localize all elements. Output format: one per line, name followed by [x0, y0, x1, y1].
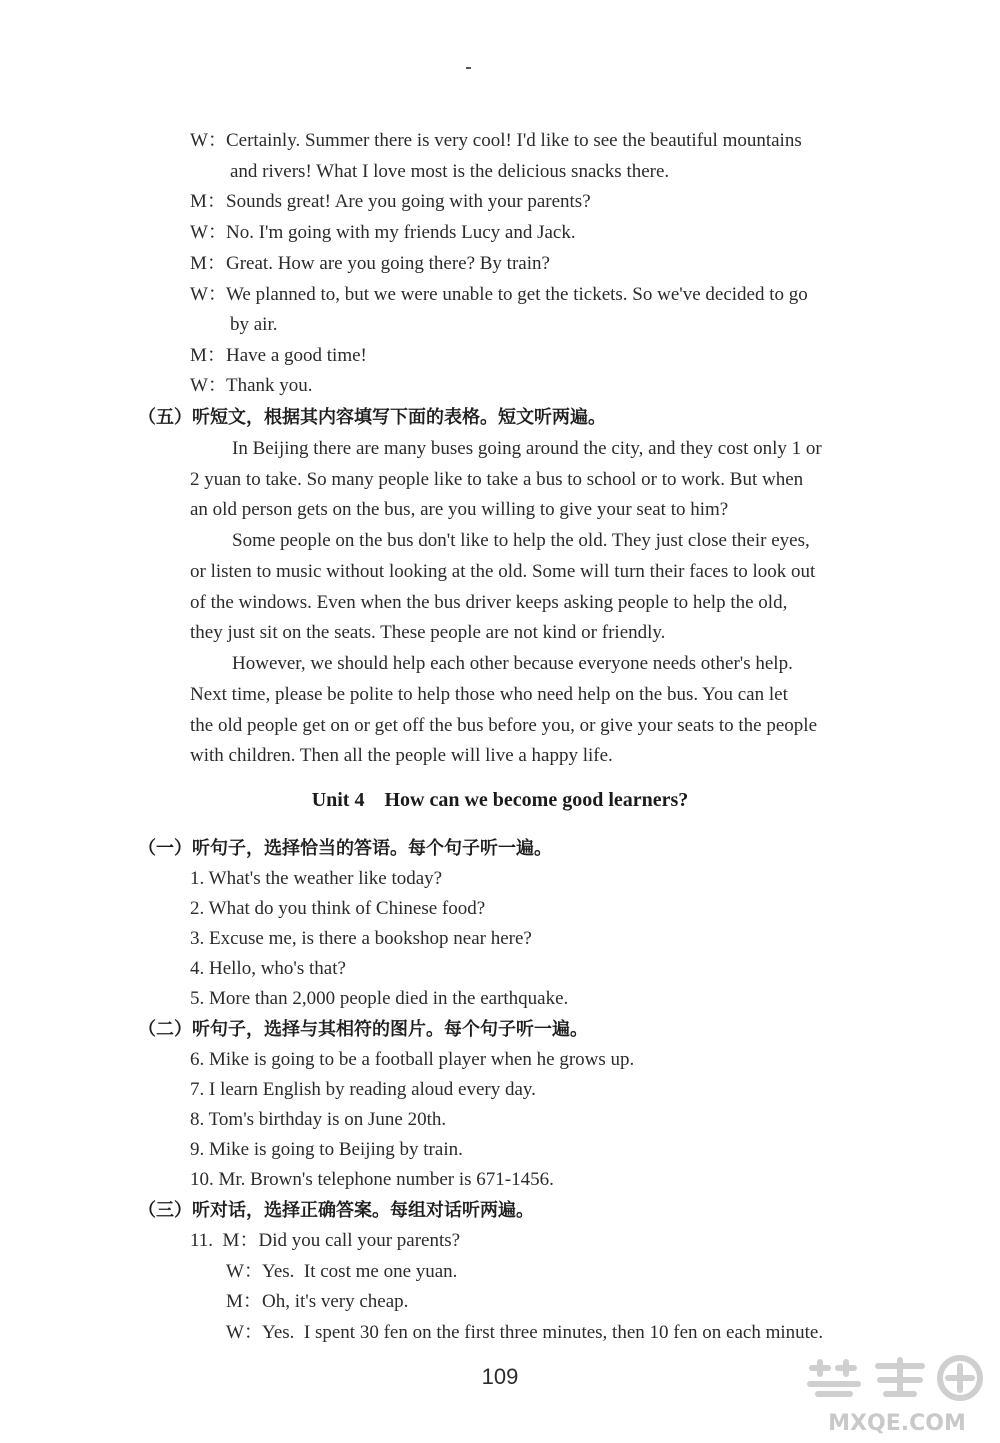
section-heading: （一）听句子，选择恰当的答语。每个句子听一遍。: [138, 838, 552, 859]
dialogue-line: by air.: [230, 314, 278, 335]
question-item: 5. More than 2,000 people died in the earthquake.: [190, 988, 569, 1009]
dialogue-line: W：Thank you.: [190, 375, 313, 396]
section-heading: （三）听对话，选择正确答案。每组对话听两遍。: [138, 1200, 534, 1221]
dialogue-line: W：We planned to, but we were unable to get the tickets. So we've decided to go: [190, 284, 808, 305]
question-item: 4. Hello, who's that?: [190, 958, 346, 979]
dialogue-line: M：Oh, it's very cheap.: [226, 1291, 409, 1312]
passage-line: they just sit on the seats. These people are not kind or friendly.: [190, 622, 666, 643]
watermark-url: MXQE.COM: [828, 1411, 966, 1436]
passage-line: the old people get on or get off the bus before you, or give your seats to the people: [190, 715, 818, 736]
page-mark: [466, 67, 471, 69]
section-heading: （五）听短文，根据其内容填写下面的表格。短文听两遍。: [138, 407, 606, 428]
watermark-logo: [798, 1354, 996, 1438]
question-item: 8. Tom's birthday is on June 20th.: [190, 1109, 447, 1130]
dialogue-line: M：Have a good time!: [190, 345, 367, 366]
speaker-label: M：: [222, 1230, 259, 1251]
speaker-label: M：: [190, 191, 226, 212]
speaker-label: W：: [190, 375, 227, 396]
passage-line: or listen to music without looking at the old. Some will turn their faces to look out: [190, 561, 816, 582]
speaker-label: W：: [190, 130, 227, 151]
question-item: 10. Mr. Brown's telephone number is 671-1456.: [190, 1169, 554, 1190]
dialogue-line: and rivers! What I love most is the delicious snacks there.: [230, 161, 670, 182]
passage-line: of the windows. Even when the bus driver keeps asking people to help the old,: [190, 592, 788, 613]
speaker-label: M：: [190, 345, 226, 366]
dialogue-line: W：Certainly. Summer there is very cool! I'd like to see the beautiful mountains: [190, 130, 802, 151]
question-number: 11.: [190, 1230, 223, 1251]
question-item: 6. Mike is going to be a football player when he grows up.: [190, 1049, 635, 1070]
dialogue-line: W：Yes. I spent 30 fen on the first three minutes, then 10 fen on each minute.: [226, 1322, 824, 1343]
passage-line: an old person gets on the bus, are you willing to give your seat to him?: [190, 499, 729, 520]
speaker-label: M：: [226, 1291, 262, 1312]
speaker-label: W：: [190, 284, 227, 305]
dialogue-line: W：No. I'm going with my friends Lucy and Jack.: [190, 222, 576, 243]
unit-title: Unit 4 How can we become good learners?: [311, 789, 689, 811]
dialogue-line: M：Great. How are you going there? By train?: [190, 253, 550, 274]
speaker-label: W：: [226, 1261, 263, 1282]
speaker-label: M：: [190, 253, 226, 274]
passage-line: with children. Then all the people will live a happy life.: [190, 745, 613, 766]
passage-line: In Beijing there are many buses going around the city, and they cost only 1 or: [232, 438, 822, 459]
question-item: 3. Excuse me, is there a bookshop near here?: [190, 928, 532, 949]
question-item: 1. What's the weather like today?: [190, 868, 443, 889]
page-number: 109: [481, 1364, 519, 1389]
passage-line: Next time, please be polite to help those who need help on the bus. You can let: [190, 684, 788, 705]
passage-line: 2 yuan to take. So many people like to take a bus to school or to work. But when: [190, 469, 804, 490]
question-item: 2. What do you think of Chinese food?: [190, 898, 486, 919]
question-item: 9. Mike is going to Beijing by train.: [190, 1139, 463, 1160]
speaker-label: W：: [190, 222, 227, 243]
passage-line: However, we should help each other because everyone needs other's help.: [232, 653, 793, 674]
dialogue-line: 11. M：Did you call your parents?: [190, 1230, 461, 1251]
dialogue-line: M：Sounds great! Are you going with your parents?: [190, 191, 591, 212]
speaker-label: W：: [226, 1322, 263, 1343]
section-heading: （二）听句子，选择与其相符的图片。每个句子听一遍。: [138, 1019, 588, 1040]
passage-line: Some people on the bus don't like to help the old. They just close their eyes,: [232, 530, 810, 551]
dialogue-line: W：Yes. It cost me one yuan.: [226, 1261, 458, 1282]
question-item: 7. I learn English by reading aloud every day.: [190, 1079, 536, 1100]
